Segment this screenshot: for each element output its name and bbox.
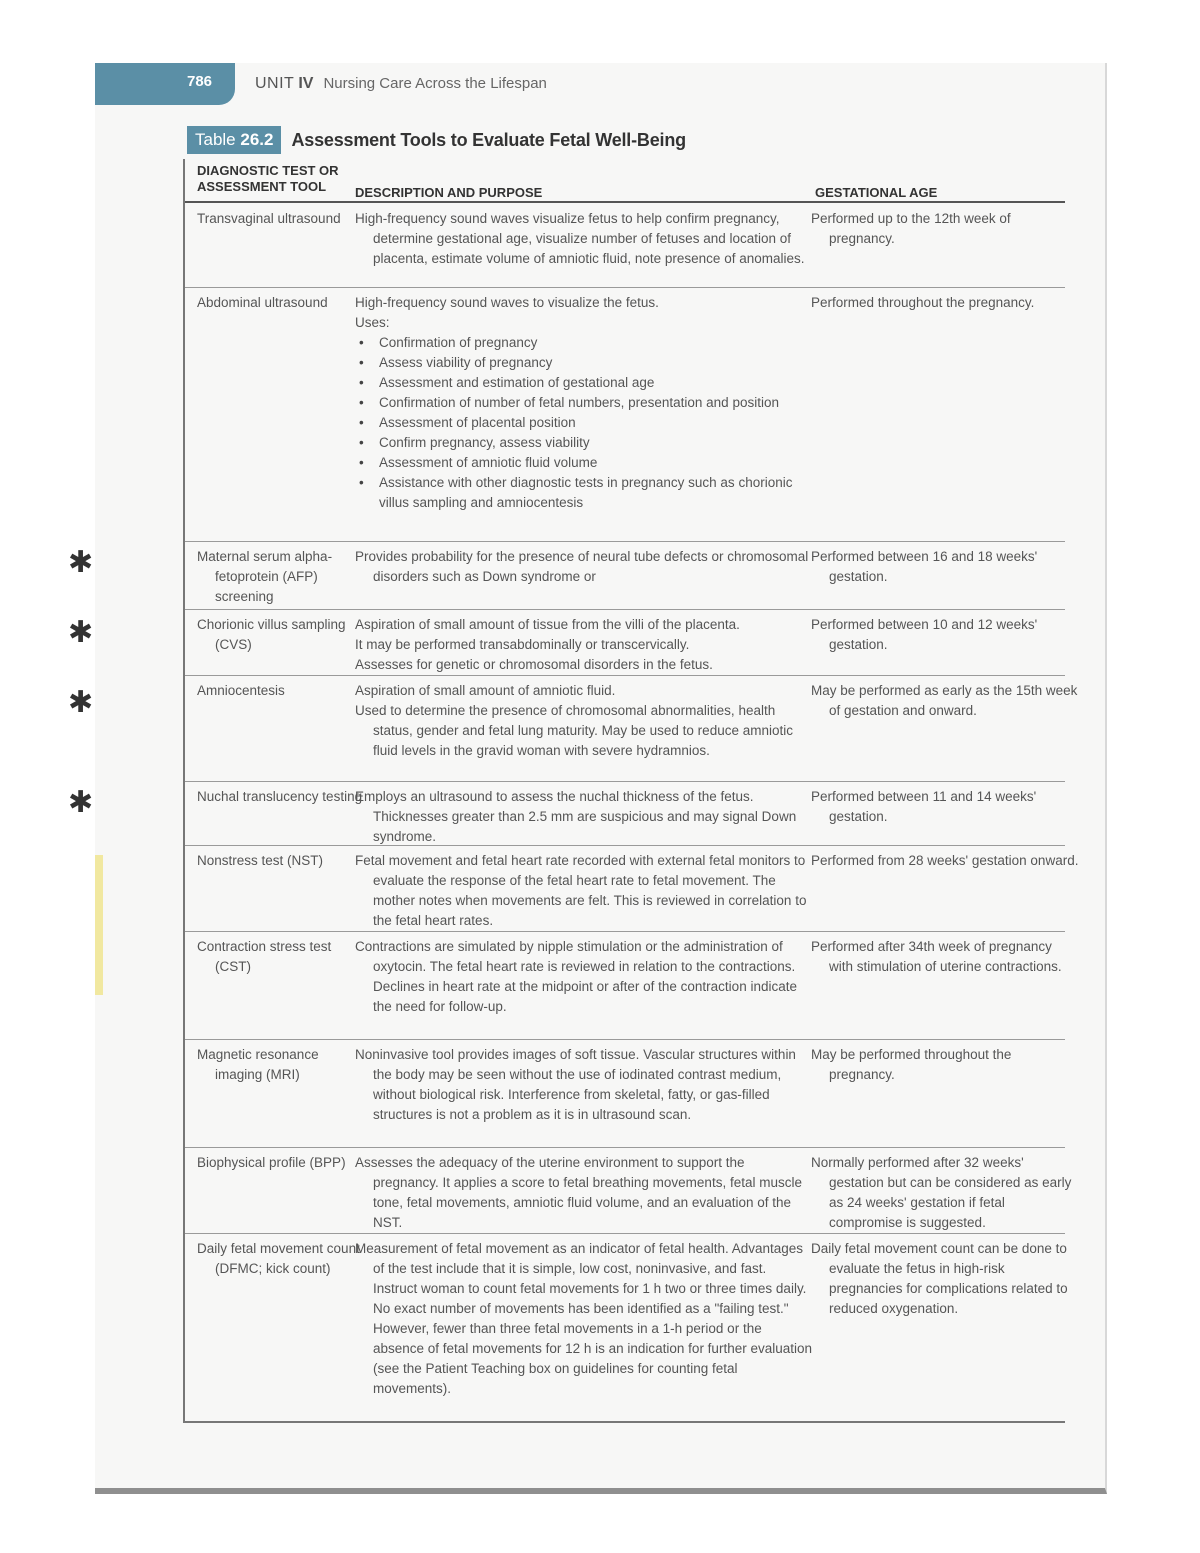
tool-gestational-age: Daily fetal movement count can be done to evaluate the fetus in high-risk pregnancies for complications related to reduced oxygenation. — [811, 1241, 1068, 1316]
table-title: Assessment Tools to Evaluate Fetal Well-Being — [291, 129, 686, 150]
table-row — [185, 203, 1065, 288]
tool-name: Nuchal translucency testing — [197, 789, 363, 804]
list-item: • Assessment and estimation of gestational age — [379, 373, 795, 393]
tool-name: Maternal serum alpha-fetoprotein (AFP) screening — [197, 549, 333, 604]
tool-name: Transvaginal ultrasound — [197, 211, 341, 226]
list-item: • Confirm pregnancy, assess viability — [379, 433, 795, 453]
table-row — [185, 931, 1065, 1040]
book-page — [95, 63, 1107, 1494]
list-item: • Confirmation of number of fetal numbers, presentation and position — [379, 393, 795, 413]
tool-gestational-age: Performed between 16 and 18 weeks' gestation. — [811, 549, 1038, 584]
description-intro: High-frequency sound waves to visualize the fetus. — [355, 295, 659, 310]
column-header-description: DESCRIPTION AND PURPOSE — [355, 185, 543, 200]
table-row — [185, 541, 1065, 610]
table-tag-number: 26.2 — [240, 130, 274, 149]
tool-description: Fetal movement and fetal heart rate recorded with external fetal monitors to evaluate the response of the fetal heart rate to fetal movement. The mother notes when movements are felt. This is reviewed in correlation to the fetal heart rates. — [355, 853, 807, 928]
tool-description: Employs an ultrasound to assess the nuchal thickness of the fetus. Thicknesses greater than 2.5 mm are suspicious and may signal Down syndrome. — [355, 789, 797, 844]
column-header-tool: DIAGNOSTIC TEST OR ASSESSMENT TOOL — [197, 163, 339, 194]
unit-title: Nursing Care Across the Lifespan — [323, 75, 547, 92]
table-caption — [187, 125, 686, 155]
list-item: • Confirmation of pregnancy — [379, 333, 795, 353]
tool-gestational-age: Performed up to the 12th week of pregnancy. — [811, 211, 1011, 246]
tool-gestational-age: Normally performed after 32 weeks' gestation but can be considered as early as 24 weeks' gestation if fetal compromise is suggested. — [811, 1155, 1072, 1230]
description-line: Used to determine the presence of chromosomal abnormalities, health status, gender and fetal lung maturity. May be used to reduce amniotic fluid levels in the gravid woman with severe hydramnios. — [355, 703, 793, 758]
asterisk-mark-icon: ✱ — [68, 685, 94, 720]
description-line: Aspiration of small amount of tissue from the villi of the placenta. — [355, 617, 740, 632]
table-row — [185, 1233, 1068, 1421]
table-row — [185, 675, 1078, 782]
tool-gestational-age: Performed between 10 and 12 weeks' gestation. — [811, 617, 1038, 652]
asterisk-mark-icon: ✱ — [68, 785, 94, 820]
tool-description — [355, 681, 795, 761]
page-number: 786 — [187, 73, 213, 90]
running-header — [255, 75, 547, 93]
tool-name: Abdominal ultrasound — [197, 295, 328, 310]
table-header — [185, 159, 1065, 203]
tool-gestational-age: Performed after 34th week of pregnancy with stimulation of uterine contractions. — [811, 939, 1062, 974]
description-line: It may be performed transabdominally or transcervically. — [355, 637, 690, 652]
tool-description: Provides probability for the presence of neural tube defects or chromosomal disorders such as Down syndrome or — [355, 549, 809, 584]
tool-name: Biophysical profile (BPP) — [197, 1155, 346, 1170]
page-number-tab — [95, 63, 235, 105]
tool-description: Noninvasive tool provides images of soft tissue. Vascular structures within the body may be seen without the use of iodinated contrast medium, without biological risk. Interference from skeletal, fatty, or gas-filled structures is not a problem as it is in ultrasound scan. — [355, 1047, 796, 1122]
tool-description: Contractions are simulated by nipple stimulation or the administration of oxytocin. The fetal heart rate is reviewed in relation to the contractions. Declines in heart rate at the midpoint or after of the contraction indicate the need for follow-up. — [355, 939, 797, 1014]
table-row — [185, 781, 1065, 846]
list-item: • Assess viability of pregnancy — [379, 353, 795, 373]
highlighter-mark — [95, 855, 103, 995]
tool-description: Assesses the adequacy of the uterine environment to support the pregnancy. It applies a score to fetal breathing movements, fetal muscle tone, fetal movements, amniotic fluid volume, and an evaluation of the NST. — [355, 1155, 802, 1230]
table-tag-prefix: Table — [195, 130, 236, 149]
tool-description — [355, 615, 795, 675]
unit-number: IV — [298, 75, 314, 92]
tool-name: Amniocentesis — [197, 683, 285, 698]
tool-description: High-frequency sound waves visualize fetus to help confirm pregnancy, determine gestational age, visualize number of fetuses and location of placenta, estimate volume of amniotic fluid, note presence of anomalies. — [355, 211, 805, 266]
table-row — [185, 609, 1065, 676]
assessment-table — [183, 159, 1079, 1423]
asterisk-mark-icon: ✱ — [68, 615, 94, 650]
tool-name: Contraction stress test (CST) — [197, 939, 332, 974]
column-header-gestational-age: GESTATIONAL AGE — [815, 185, 938, 200]
description-line: Aspiration of small amount of amniotic fluid. — [355, 683, 616, 698]
tool-gestational-age: Performed throughout the pregnancy. — [811, 295, 1035, 310]
description-line: Assesses for genetic or chromosomal disorders in the fetus. — [355, 657, 713, 672]
table-row — [185, 287, 1065, 542]
tool-name: Nonstress test (NST) — [197, 853, 324, 868]
tool-gestational-age: May be performed as early as the 15th week of gestation and onward. — [811, 683, 1078, 718]
tool-gestational-age: Performed between 11 and 14 weeks' gestation. — [811, 789, 1037, 824]
table-row — [185, 1039, 1065, 1148]
table-row — [185, 845, 1079, 932]
tool-description — [355, 293, 795, 513]
list-item: • Assessment of amniotic fluid volume — [379, 453, 795, 473]
tool-gestational-age: May be performed throughout the pregnancy. — [811, 1047, 1012, 1082]
tool-description: Measurement of fetal movement as an indicator of fetal health. Advantages of the test include that it is simple, low cost, noninvasive, and fast. Instruct woman to count fetal movements for 1 h two or three times daily. No exact number of movements has been identified as a "failing test." However, fewer than three fetal movements in a 1-h period or the absence of fetal movements for 12 h is an indication for further evaluation (see the Patient Teaching box on guidelines for counting fetal movements). — [355, 1241, 813, 1396]
table-row — [185, 1147, 1072, 1234]
list-item: • Assistance with other diagnostic tests in pregnancy such as chorionic villus sampling and amniocentesis — [379, 473, 795, 513]
uses-label: Uses: — [355, 315, 390, 330]
tool-gestational-age: Performed from 28 weeks' gestation onward. — [811, 853, 1079, 868]
asterisk-mark-icon: ✱ — [68, 545, 94, 580]
unit-label: UNIT — [255, 75, 295, 92]
tool-name: Daily fetal movement count (DFMC; kick count) — [197, 1241, 360, 1276]
table-tag — [187, 126, 281, 154]
list-item: • Assessment of placental position — [379, 413, 795, 433]
tool-name: Chorionic villus sampling (CVS) — [197, 617, 346, 652]
tool-name: Magnetic resonance imaging (MRI) — [197, 1047, 319, 1082]
uses-list — [355, 333, 795, 513]
